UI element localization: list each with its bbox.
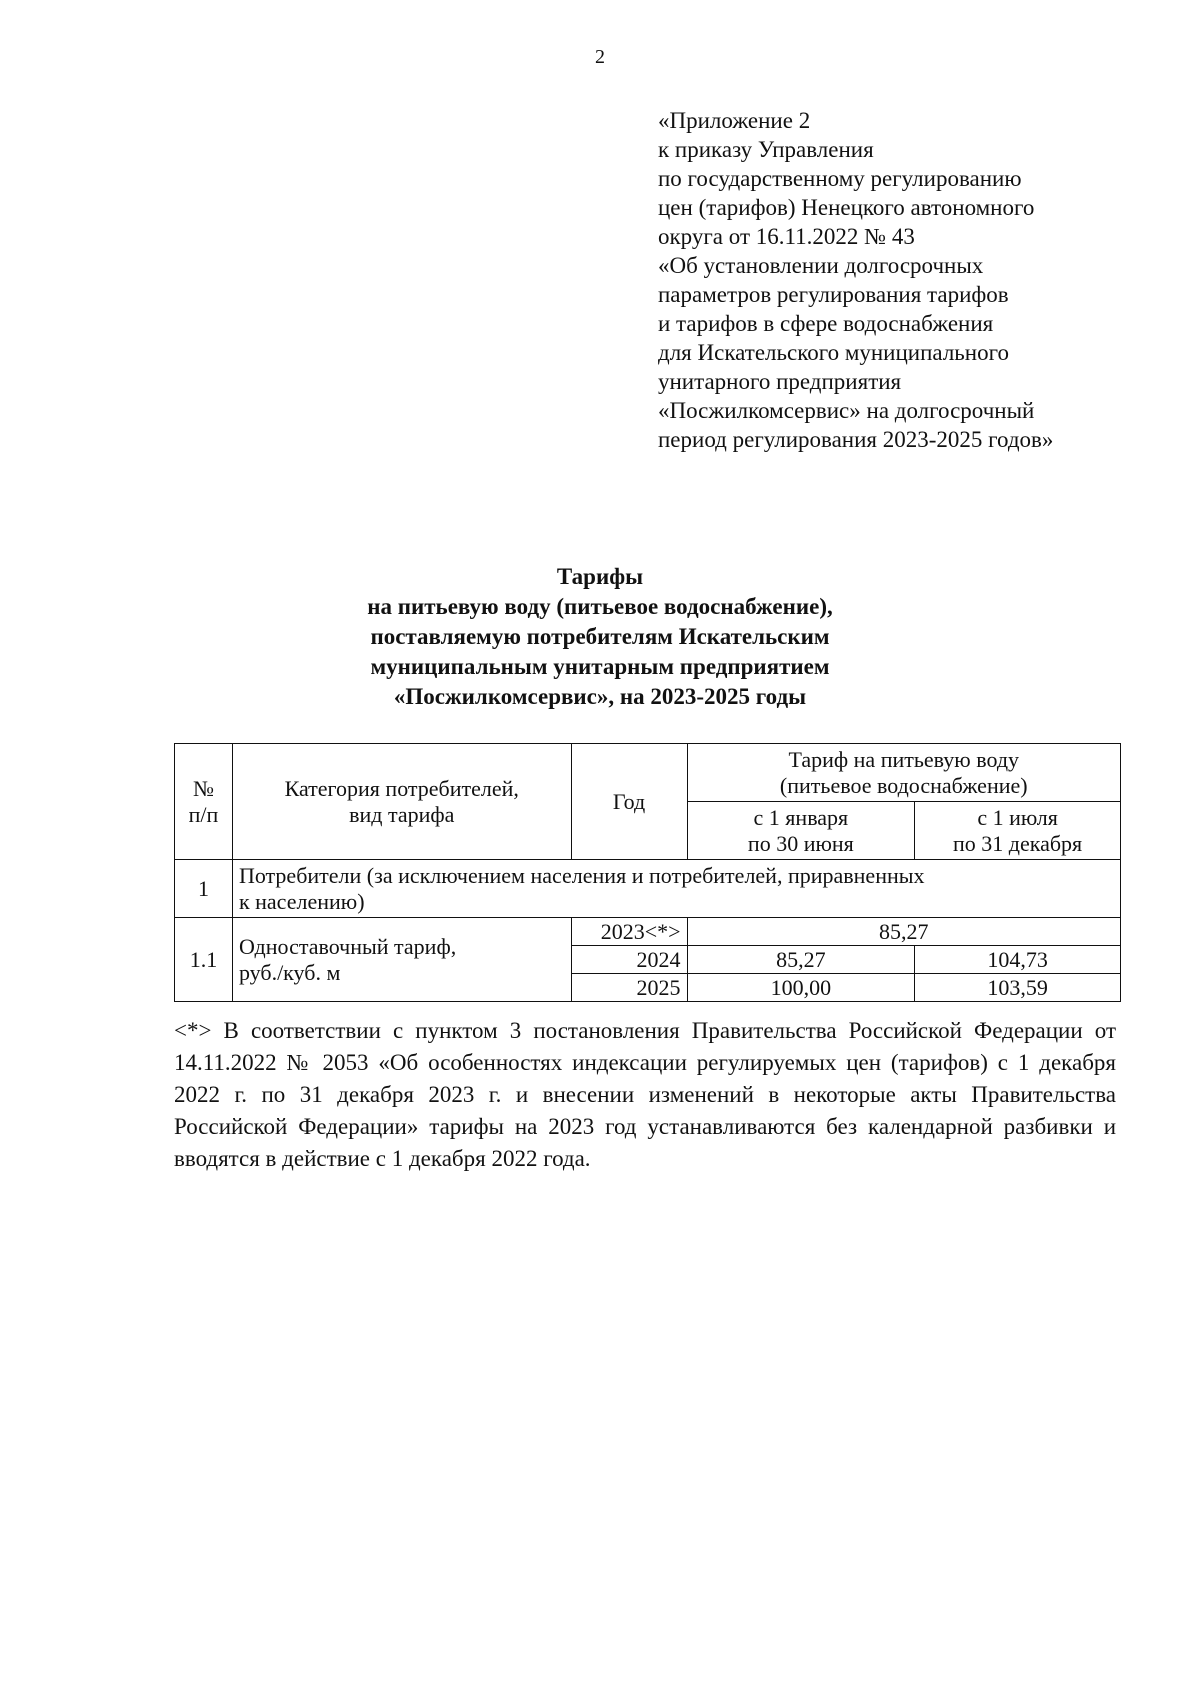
item-num: 1.1 bbox=[175, 918, 233, 1002]
header-tariff-line: Тариф на питьевую воду bbox=[788, 746, 1020, 772]
tariff-value-merged: 85,27 bbox=[687, 918, 1120, 946]
footnote: <*> В соответствии с пунктом 3 постановления Правительства Российской Федерации от 14.11.2022 № 2053 «Об особенностях индексации регулируемых цен (тарифов) с 1 декабря 2022 г. по 31 декабря 2023 г. и внесении изменений в некоторые акты Правительства Российской Федерации» тарифы на 2023 год устанавливаются без календарной разбивки и вводятся в действие с 1 декабря 2022 года. bbox=[174, 1018, 1116, 1171]
group-label-line: к населению) bbox=[238, 888, 365, 914]
group-num: 1 bbox=[175, 860, 233, 918]
item-label-line: руб./куб. м bbox=[238, 959, 341, 985]
appendix-reference-block bbox=[658, 106, 1178, 454]
appendix-line: для Искательского муниципального bbox=[658, 340, 1009, 365]
header-category-line: Категория потребителей, bbox=[284, 775, 519, 801]
header-category-line: вид тарифа bbox=[349, 801, 455, 827]
tariff-value-h1: 85,27 bbox=[687, 946, 915, 974]
header-period-line: с 1 июля bbox=[977, 804, 1058, 830]
year-cell: 2024 bbox=[571, 946, 687, 974]
item-label-line: Одноставочный тариф, bbox=[238, 933, 457, 959]
tariff-table bbox=[174, 743, 1121, 1002]
header-tariff-line: (питьевое водоснабжение) bbox=[779, 772, 1028, 798]
header-num bbox=[175, 744, 233, 860]
title-line: поставляемую потребителям Искательским bbox=[370, 624, 830, 649]
title-line: Тарифы bbox=[556, 564, 644, 589]
header-period-line: по 30 июня bbox=[747, 830, 854, 856]
title-line: «Посжилкомсервис», на 2023-2025 годы bbox=[393, 684, 807, 709]
header-category bbox=[232, 744, 571, 860]
header-num-line: п/п bbox=[188, 801, 219, 827]
header-year: Год bbox=[571, 744, 687, 860]
header-tariff bbox=[687, 744, 1120, 802]
appendix-line: округа от 16.11.2022 № 43 bbox=[658, 224, 915, 249]
page-number: 2 bbox=[595, 46, 605, 68]
document-title bbox=[0, 562, 1200, 712]
table-header-row bbox=[175, 744, 1121, 802]
title-line: на питьевую воду (питьевое водоснабжение), bbox=[367, 594, 833, 619]
appendix-line: и тарифов в сфере водоснабжения bbox=[658, 311, 994, 336]
header-period-line: по 31 декабря bbox=[953, 830, 1083, 856]
title-line: муниципальным унитарным предприятием bbox=[370, 654, 830, 679]
item-label bbox=[232, 918, 571, 1002]
appendix-line: «Приложение 2 bbox=[658, 108, 811, 133]
appendix-line: «Об установлении долгосрочных bbox=[658, 253, 984, 278]
appendix-line: период регулирования 2023-2025 годов» bbox=[658, 427, 1054, 452]
group-label bbox=[232, 860, 1120, 918]
tariff-value-h1: 100,00 bbox=[687, 974, 915, 1002]
header-period-line: с 1 января bbox=[753, 804, 849, 830]
year-cell: 2023<*> bbox=[571, 918, 687, 946]
appendix-line: унитарного предприятия bbox=[658, 369, 902, 394]
header-period-2 bbox=[915, 802, 1121, 860]
appendix-line: «Посжилкомсервис» на долгосрочный bbox=[658, 398, 1035, 423]
header-period-1 bbox=[687, 802, 915, 860]
table-group-row bbox=[175, 860, 1121, 918]
year-cell: 2025 bbox=[571, 974, 687, 1002]
group-label-line: Потребители (за исключением населения и потребителей, приравненных bbox=[238, 862, 925, 888]
appendix-line: параметров регулирования тарифов bbox=[658, 282, 1009, 307]
tariff-value-h2: 104,73 bbox=[915, 946, 1121, 974]
tariff-value-h2: 103,59 bbox=[915, 974, 1121, 1002]
header-num-line: № bbox=[192, 775, 214, 801]
appendix-line: к приказу Управления bbox=[658, 137, 874, 162]
table-row bbox=[175, 918, 1121, 946]
appendix-line: цен (тарифов) Ненецкого автономного bbox=[658, 195, 1035, 220]
appendix-line: по государственному регулированию bbox=[658, 166, 1022, 191]
